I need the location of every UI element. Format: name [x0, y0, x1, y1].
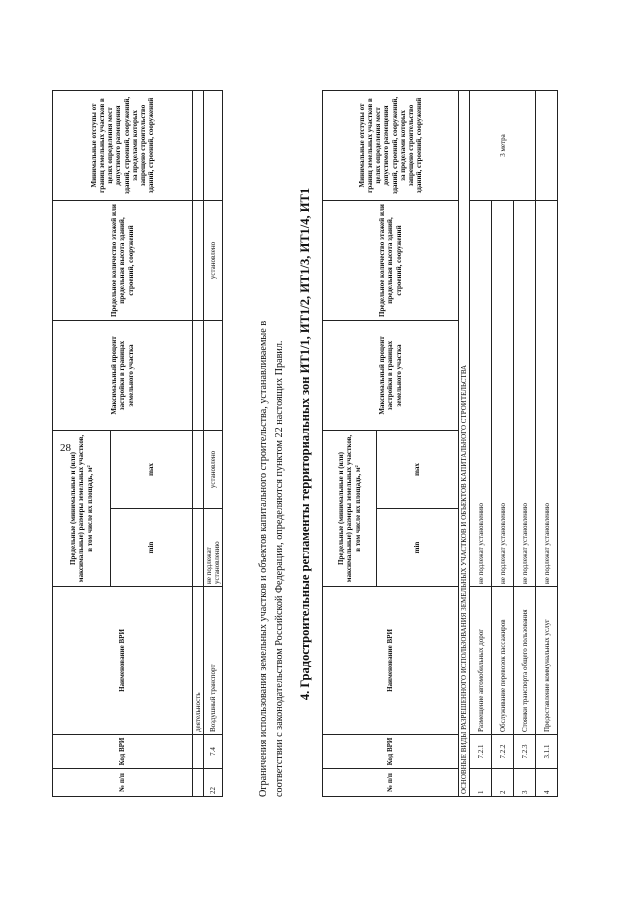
section-label: ОСНОВНЫЕ ВИДЫ РАЗРЕШЕННОГО ИСПОЛЬЗОВАНИЯ ЗЕМЕЛЬНЫХ УЧАСТКОВ И ОБЪЕКТОВ КАПИТАЛЬНОГО СТРОИТЕЛЬСТВА [459, 91, 470, 797]
row-name: Стоянки транспорта общего пользования [514, 587, 536, 735]
col-header-floors: Предельное количество этажей или предельная высота зданий, строений, сооружений [323, 201, 459, 321]
paragraph-line-1: Ограничения использования земельных участков и объектов капитального строительства, устанавливаемые в [258, 320, 269, 797]
row-code: 7.2.2 [492, 735, 514, 769]
regulations-table-continued [52, 90, 223, 797]
table-row [470, 91, 492, 797]
row-value: не подлежат установлению [492, 201, 514, 587]
row-no: 22 [204, 769, 223, 797]
row-floors: установлено [204, 201, 223, 321]
row-code: 7.2.1 [470, 735, 492, 769]
row-code: 3.1.1 [536, 735, 558, 769]
table-row [536, 91, 558, 797]
row-setbacks [204, 91, 223, 201]
row-max: установлено [204, 431, 223, 509]
row-name: Обслуживание перевозок пассажиров [492, 587, 514, 735]
col-header-name: Наименование ВРИ [323, 587, 459, 735]
col-header-max: max [377, 431, 459, 509]
col-header-floors: Предельное количество этажей или предельная высота зданий, строений, сооружений [53, 201, 193, 321]
col-header-no: № п/п [323, 769, 459, 797]
continued-name-cell: деятельность [193, 587, 204, 735]
row-value: не подлежат установлению [514, 201, 536, 587]
section-heading: 4. Градостроительные регламенты территориальных зон ИТ1/1, ИТ1/2, ИТ1/3, ИТ1/4, ИТ1 [298, 187, 312, 701]
row-code: 7.4 [204, 735, 223, 769]
page-number: 28 [60, 442, 71, 454]
table-row [193, 91, 204, 797]
row-name: Воздушный транспорт [204, 587, 223, 735]
setback-value: 3 метра [470, 91, 536, 201]
row-no: 1 [470, 769, 492, 797]
zone-regulations-table [322, 90, 558, 797]
row-no: 3 [514, 769, 536, 797]
row-min: не подлежат установлению [204, 509, 223, 587]
col-header-sizes: Предельные (минимальные и (или) максимальные) размеры земельных участков, в том числе их площадь, м² [323, 431, 377, 587]
row-name: Предоставление коммунальных услуг [536, 587, 558, 735]
col-header-max: max [111, 431, 193, 509]
paragraph-line-2: соответствии с законодательством Российской Федерации, определяются пунктом 22 настоящих Правил. [273, 340, 285, 797]
row-name: Размещение автомобильных дорог [470, 587, 492, 735]
col-header-setbacks: Минимальные отступы от границ земельных участков в целях определения мест допустимого размещения зданий, строений, сооружений, за пределами которых запрещено строительство зданий, строений, сооружений [53, 91, 193, 201]
col-header-name: Наименование ВРИ [53, 587, 193, 735]
restrictions-paragraph [256, 91, 288, 797]
col-header-code: Код ВРИ [53, 735, 193, 769]
row-no: 2 [492, 769, 514, 797]
row-value: не подлежат установлению [470, 201, 492, 587]
col-header-code: Код ВРИ [323, 735, 459, 769]
col-header-coverage: Максимальный процент застройки в границах земельного участка [53, 321, 193, 431]
col-header-no: № п/п [53, 769, 193, 797]
col-header-min: min [377, 509, 459, 587]
table-row [204, 91, 223, 797]
col-header-setbacks: Минимальные отступы от границ земельных участков в целях определения мест допустимого размещения зданий, строений, сооружений, за пределами которых запрещено строительство зданий, строений, сооружений [323, 91, 459, 201]
row-code: 7.2.3 [514, 735, 536, 769]
col-header-coverage: Максимальный процент застройки в границах земельного участка [323, 321, 459, 431]
row-coverage [204, 321, 223, 431]
col-header-sizes: Предельные (минимальные и (или) максимальные) размеры земельных участков, в том числе их площадь, м² [53, 431, 111, 587]
col-header-min: min [111, 509, 193, 587]
row-value: не подлежат установлению [536, 201, 558, 587]
section-row [459, 91, 470, 797]
row-no: 4 [536, 769, 558, 797]
